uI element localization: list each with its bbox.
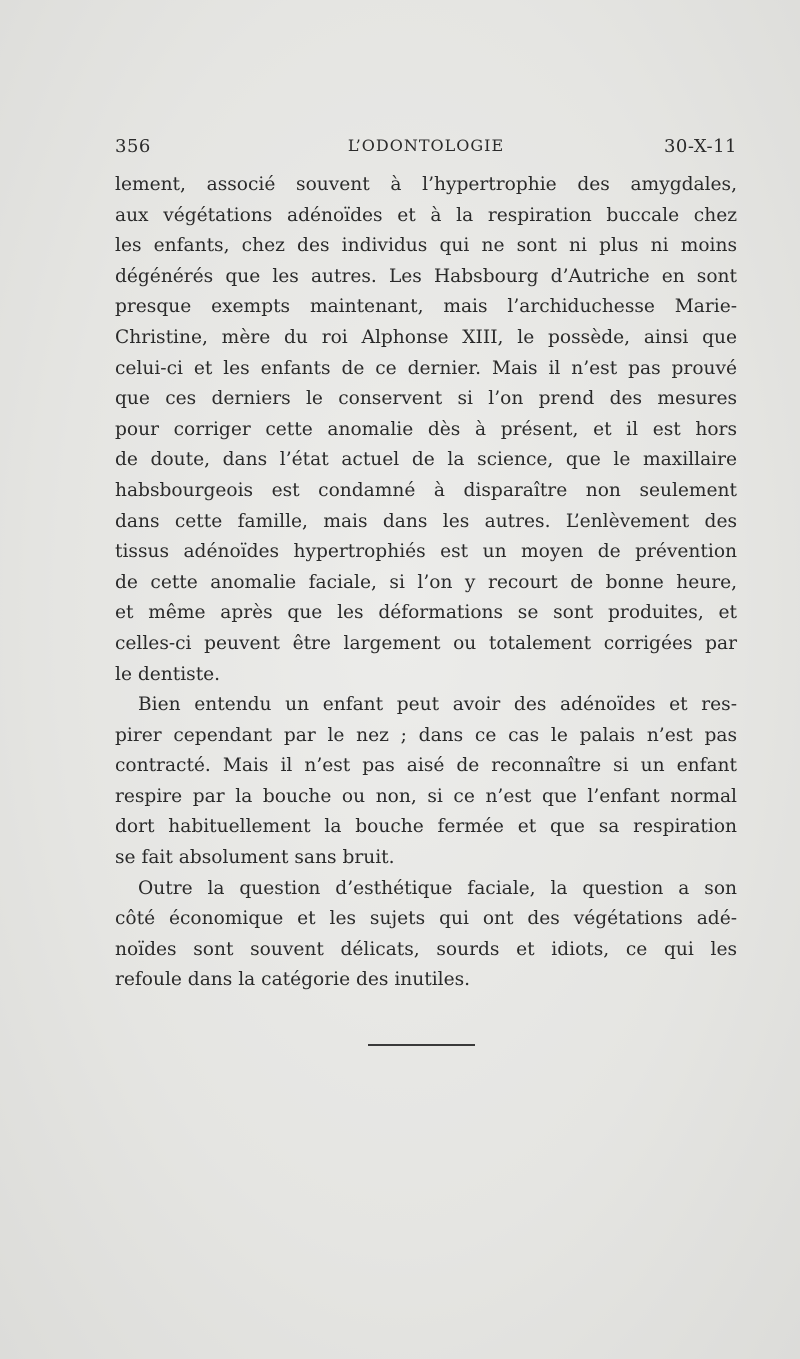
page-number: 356	[115, 136, 151, 157]
text-line: refoule dans la catégorie des inutiles.	[115, 969, 471, 991]
text-line: aux végétations adénoïdes et à la respiration buccale chez	[115, 204, 737, 226]
text-line: habsbourgeois est condamné à disparaître non seulement	[115, 479, 737, 501]
text-line: Bien entendu un enfant peut avoir des adénoïdes et res-	[138, 694, 737, 716]
text-line: de cette anomalie faciale, si l’on y recourt de bonne heure,	[115, 571, 737, 593]
text-line: celui-ci et les enfants de ce dernier. Mais il n’est pas prouvé	[115, 357, 737, 379]
text-line: et même après que les déformations se sont produites, et	[115, 602, 737, 624]
text-line: que ces derniers le conservent si l’on prend des mesures	[115, 388, 737, 410]
text-line: lement, associé souvent à l’hypertrophie des amygdales,	[115, 174, 737, 195]
text-line: pour corriger cette anomalie dès à présent, et il est hors	[115, 418, 737, 440]
text-line: respire par la bouche ou non, si ce n’est que l’enfant normal	[115, 785, 737, 807]
text-line: contracté. Mais il n’est pas aisé de reconnaître si un enfant	[115, 755, 737, 777]
page-header	[115, 136, 737, 162]
paragraph-1	[115, 170, 737, 690]
paragraph-3	[115, 874, 737, 996]
text-line: dégénérés que les autres. Les Habsbourg d’Autriche en sont	[115, 265, 737, 287]
text-line: dort habituellement la bouche fermée et que sa respiration	[115, 816, 737, 838]
paragraph-2	[115, 690, 737, 874]
running-title: L’ODONTOLOGIE	[347, 136, 505, 155]
text-line: Christine, mère du roi Alphonse XIII, le possède, ainsi que	[115, 326, 737, 348]
text-line: presque exempts maintenant, mais l’archiduchesse Marie-	[115, 296, 737, 318]
text-line: dans cette famille, mais dans les autres. L’enlèvement des	[115, 510, 737, 532]
text-line: côté économique et les sujets qui ont des végétations adé-	[115, 908, 737, 930]
text-line: le dentiste.	[115, 663, 221, 685]
text-line: se fait absolument sans bruit.	[115, 847, 395, 869]
text-line: celles-ci peuvent être largement ou totalement corrigées par	[115, 632, 737, 654]
section-end-rule	[368, 1044, 475, 1046]
text-line: tissus adénoïdes hypertrophiés est un moyen de prévention	[115, 541, 737, 563]
text-line: Outre la question d’esthétique faciale, la question a son	[138, 877, 737, 899]
issue-date: 30-X-11	[663, 136, 737, 157]
body-text	[115, 170, 737, 996]
text-line: de doute, dans l’état actuel de la science, que le maxillaire	[115, 449, 737, 471]
text-line: noïdes sont souvent délicats, sourds et idiots, ce qui les	[115, 938, 737, 960]
text-line: pirer cependant par le nez ; dans ce cas le palais n’est pas	[115, 724, 737, 746]
text-line: les enfants, chez des individus qui ne sont ni plus ni moins	[115, 235, 737, 257]
